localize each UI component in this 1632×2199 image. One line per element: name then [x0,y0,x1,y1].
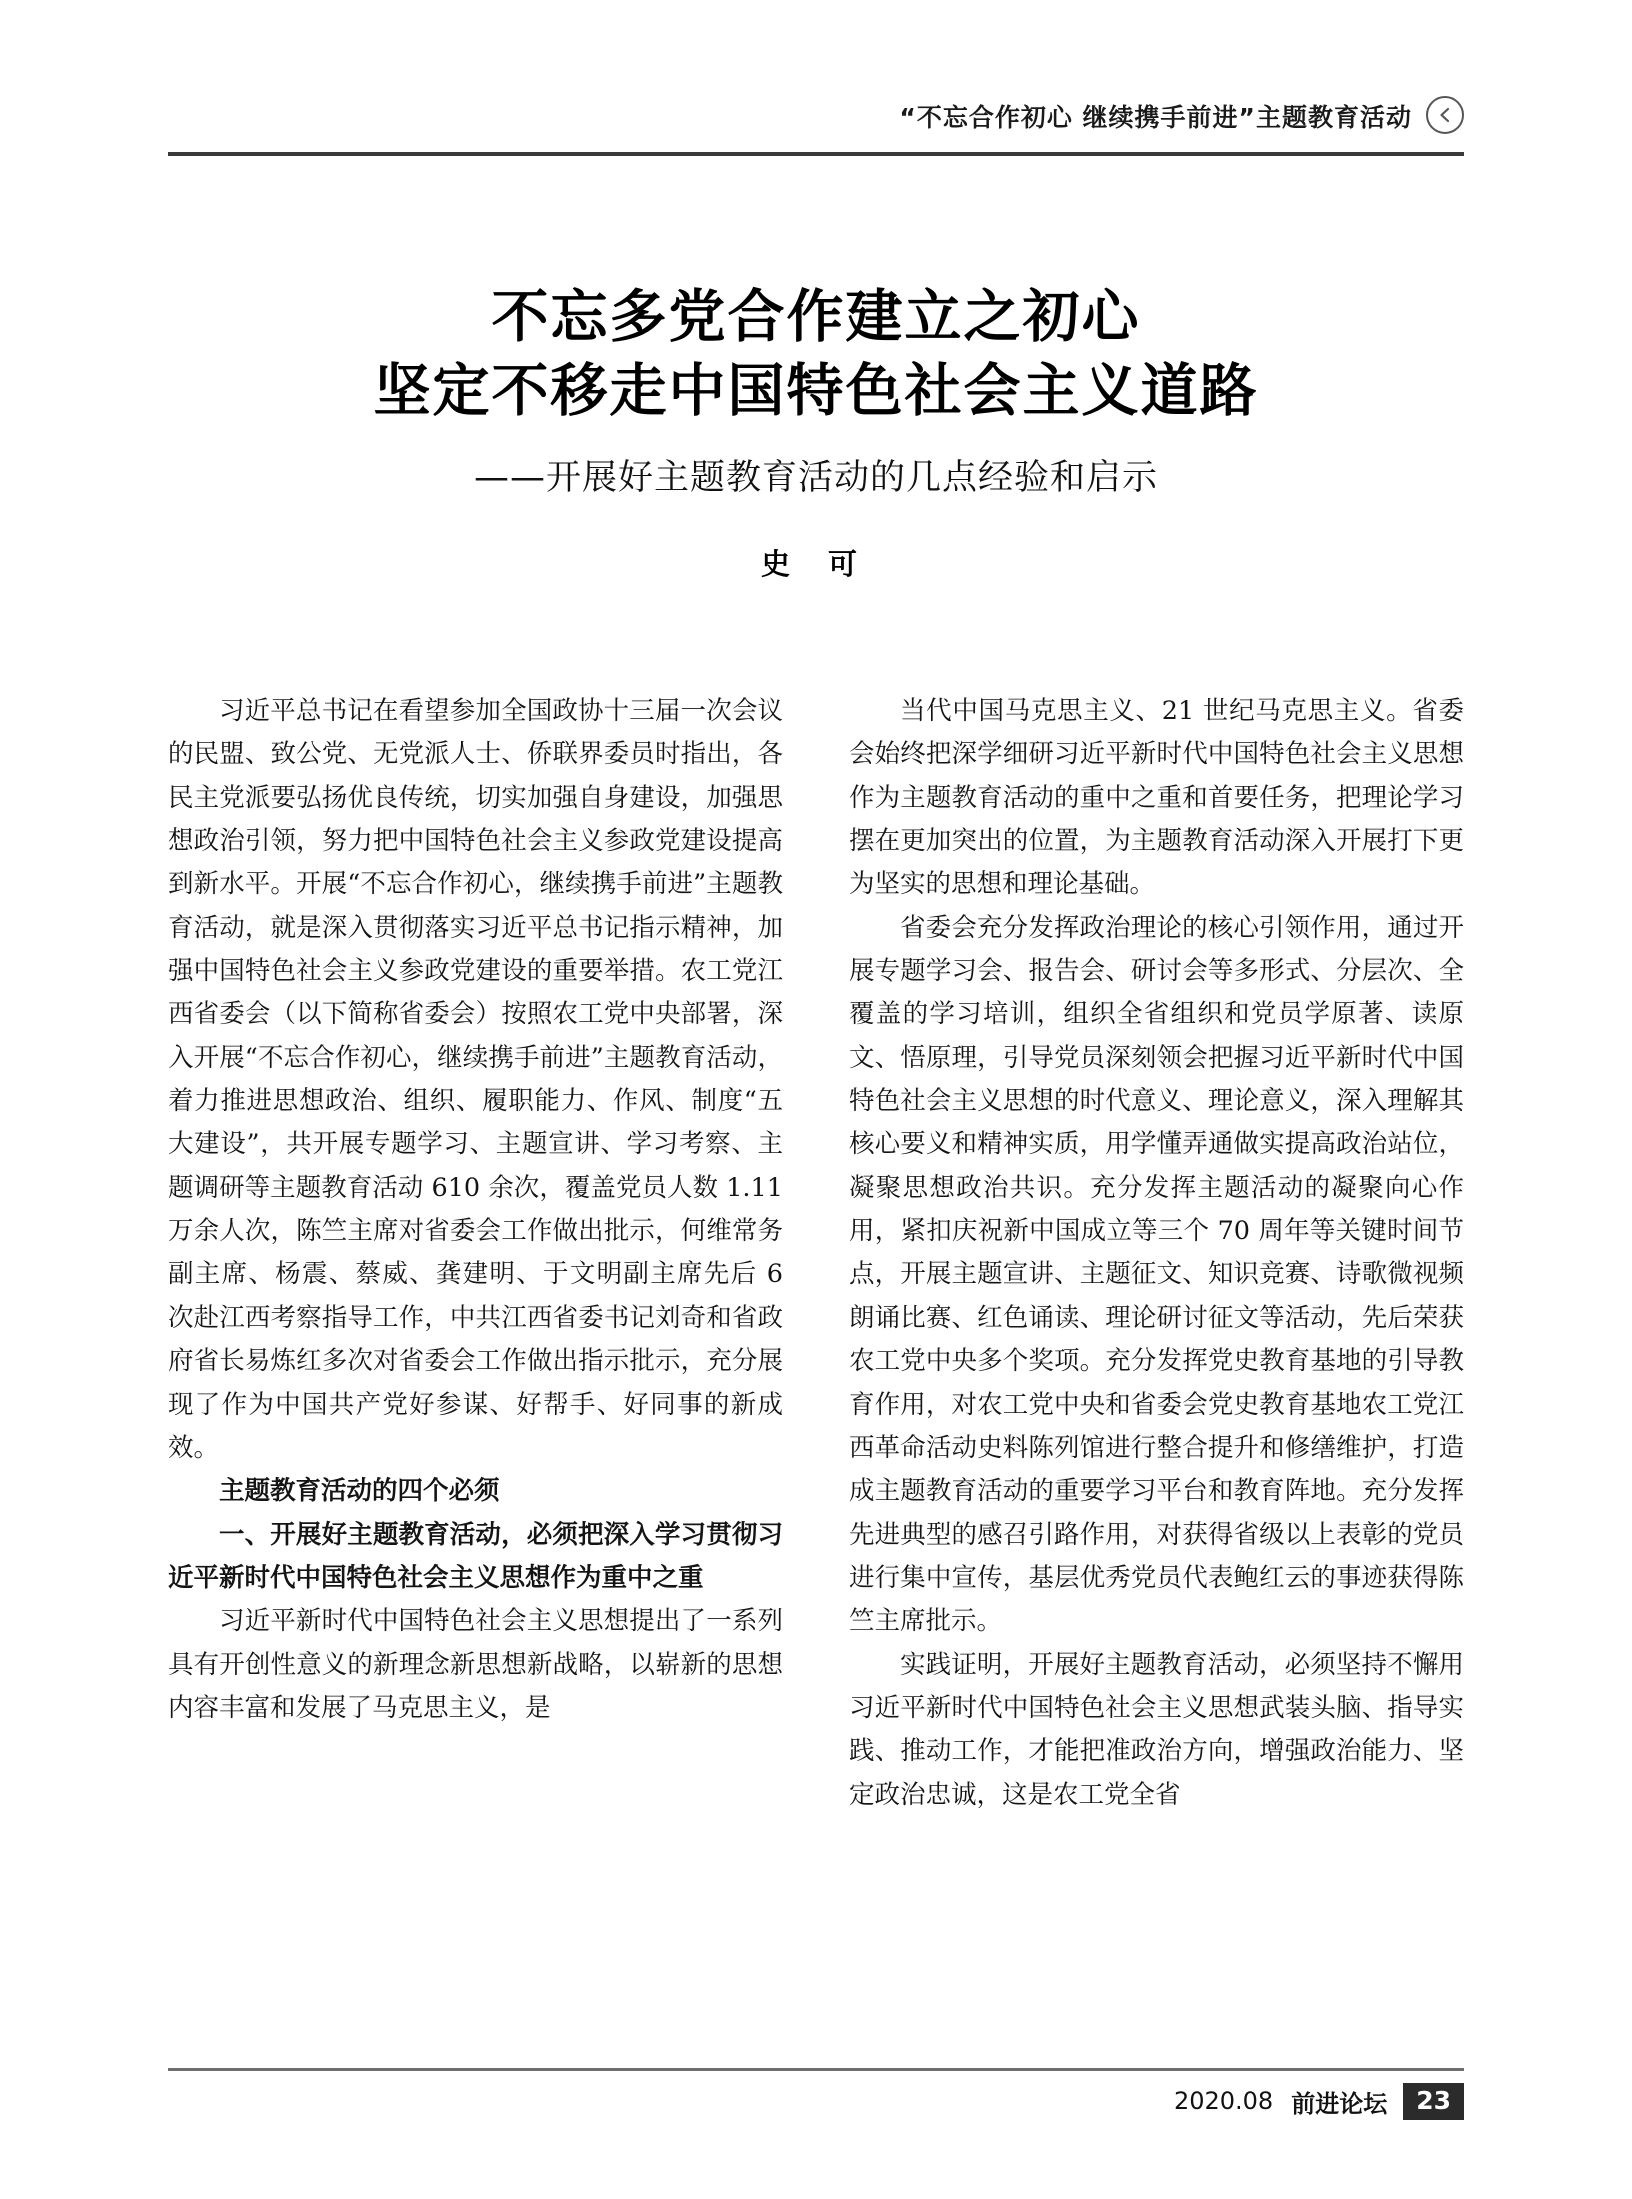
right-column [849,690,1464,1817]
section-heading: 主题教育活动的四个必须 [219,1476,500,1507]
sub-heading: 一、开展好主题教育活动，必须把深入学习贯彻习近平新时代中国特色社会主义思想作为重中之重 [168,1519,783,1593]
header-divider [168,152,1464,156]
article-title-line-2: 坚定不移走中国特色社会主义道路 [373,358,1259,425]
footer-divider [168,2068,1464,2071]
article-title-block [168,280,1464,583]
header-title: “不忘合作初心 继续携手前进”主题教育活动 [899,103,1412,132]
page-footer [168,2079,1464,2123]
back-arrow-icon [1426,96,1464,134]
paragraph: 实践证明，开展好主题教育活动，必须坚持不懈用习近平新时代中国特色社会主义思想武装头脑、指导实践、推动工作，才能把准政治方向，增强政治能力、坚定政治忠诚，这是农工党全省 [849,1649,1464,1810]
page-number: 23 [1403,2083,1464,2120]
article-author: 史 可 [760,547,872,582]
footer-magazine-name: 前进论坛 [1291,2089,1388,2118]
paragraph: 习近平新时代中国特色社会主义思想提出了一系列具有开创性意义的新理念新思想新战略，以崭新的思想内容丰富和发展了马克思主义，是 [168,1606,783,1723]
paragraph: 当代中国马克思主义、21 世纪马克思主义。省委会始终把深学细研习近平新时代中国特色社会主义思想作为主题教育活动的重中之重和首要任务，把理论学习摆在更加突出的位置，为主题教育活动深入开展打下更为坚实的思想和理论基础。 [849,696,1464,900]
page-header [168,96,1464,146]
article-body [168,690,1464,1817]
article-title [168,280,1464,428]
article-title-line-1: 不忘多党合作建立之初心 [491,284,1141,350]
paragraph: 习近平总书记在看望参加全国政协十三届一次会议的民盟、致公党、无党派人士、侨联界委员时指出，各民主党派要弘扬优良传统，切实加强自身建设，加强思想政治引领，努力把中国特色社会主义参政党建设提高到新水平。开展“不忘合作初心，继续携手前进”主题教育活动，就是深入贯彻落实习近平总书记指示精神，加强中国特色社会主义参政党建设的重要举措。农工党江西省委会（以下简称省委会）按照农工党中央部署，深入开展“不忘合作初心，继续携手前进”主题教育活动，着力推进思想政治、组织、履职能力、作风、制度“五大建设”，共开展专题学习、主题宣讲、学习考察、主题调研等主题教育活动 610 余次，覆盖党员人数 1.11 万余人次，陈竺主席对省委会工作做出批示，何维常务副主席、杨震、蔡威、龚建明、于文明副主席先后 6 次赴江西考察指导工作，中共江西省委书记刘奇和省政府省长易炼红多次对省委会工作做出指示批示，充分展现了作为中国共产党好参谋、好帮手、好同事的新成效。 [168,696,783,1463]
left-column [168,690,783,1817]
article-subtitle: ——开展好主题教育活动的几点经验和启示 [473,458,1158,499]
footer-date: 2020.08 [1173,2087,1274,2115]
paragraph: 省委会充分发挥政治理论的核心引领作用，通过开展专题学习会、报告会、研讨会等多形式、分层次、全覆盖的学习培训，组织全省组织和党员学原著、读原文、悟原理，引导党员深刻领会把握习近平新时代中国特色社会主义思想的时代意义、理论意义，深入理解其核心要义和精神实质，用学懂弄通做实提高政治站位，凝聚思想政治共识。充分发挥主题活动的凝聚向心作用，紧扣庆祝新中国成立等三个 70 周年等关键时间节点，开展主题宣讲、主题征文、知识竞赛、诗歌微视频朗诵比赛、红色诵读、理论研讨征文等活动，先后荣获农工党中央多个奖项。充分发挥党史教育基地的引导教育作用，对农工党中央和省委会党史教育基地农工党江西革命活动史料陈列馆进行整合提升和修缮维护，打造成主题教育活动的重要学习平台和教育阵地。充分发挥先进典型的感召引路作用，对获得省级以上表彰的党员进行集中宣传，基层优秀党员代表鲍红云的事迹获得陈竺主席批示。 [849,912,1464,1637]
